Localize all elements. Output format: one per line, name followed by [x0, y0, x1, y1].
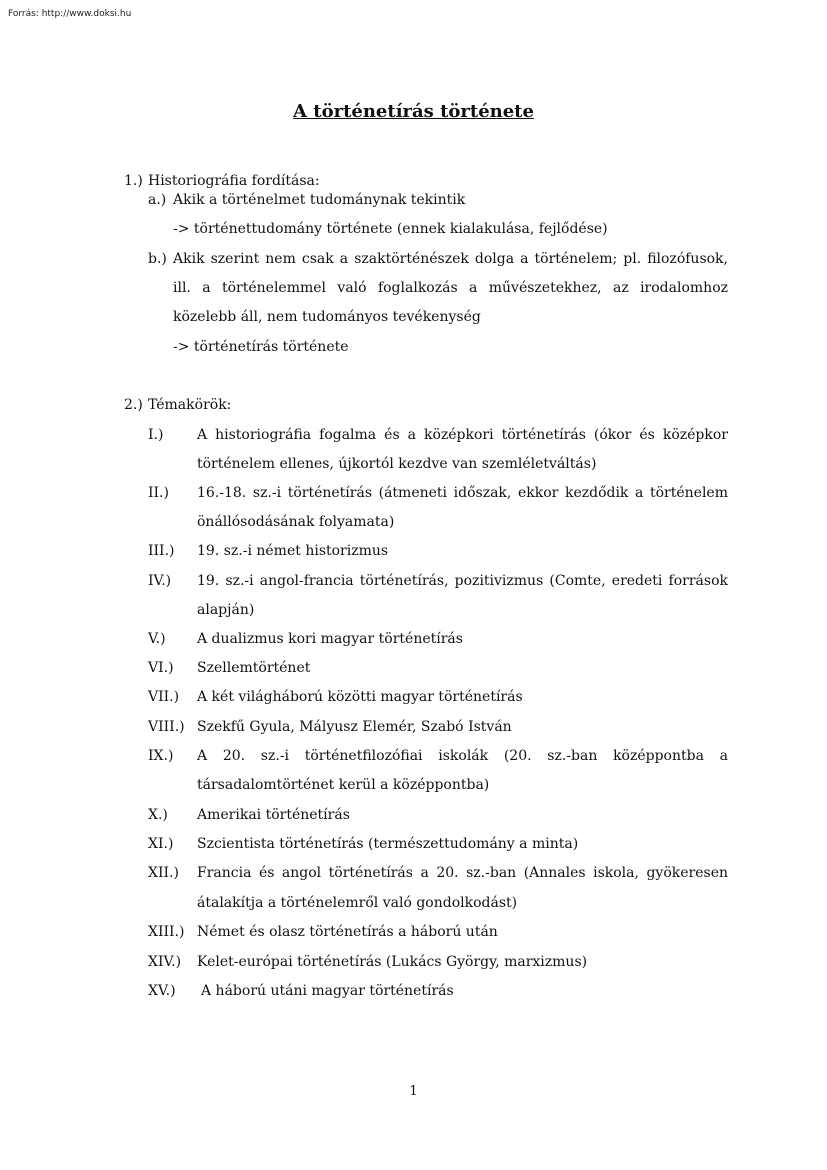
topic-text: Francia és angol történetírás a 20. sz.-ban (Annales iskola, gyökeresen	[197, 865, 728, 881]
page-number: 1	[409, 1084, 418, 1099]
topic-text: A dualizmus kori magyar történetírás	[197, 631, 463, 647]
topic-number: X.)	[148, 807, 168, 823]
item-a-label: a.)	[148, 192, 167, 208]
item-a-text: Akik a történelmet tudománynak tekintik	[173, 192, 466, 208]
topic-text: 16.-18. sz.-i történetírás (átmeneti időszak, ekkor kezdődik a történelem	[197, 485, 728, 501]
section-1-number: 1.)	[124, 173, 143, 189]
section-2-number: 2.)	[124, 397, 143, 413]
topic-text: Szekfű Gyula, Mályusz Elemér, Szabó István	[197, 719, 512, 735]
topic-number: VII.)	[148, 689, 180, 705]
topic-text: A háború utáni magyar történetírás	[201, 983, 454, 999]
item-a-arrow: -> történettudomány története (ennek kialakulása, fejlődése)	[173, 221, 608, 237]
topic-text: A két világháború közötti magyar történetírás	[197, 689, 523, 705]
topic-text-continued: önállósodásának folyamata)	[197, 514, 395, 530]
topic-text-continued: társadalomtörténet kerül a középpontba)	[197, 777, 490, 793]
topic-text-continued: átalakítja a történelemről való gondolkodást)	[197, 895, 518, 911]
item-b-line-1: Akik szerint nem csak a szaktörténészek dolga a történelem; pl. filozófusok,	[173, 251, 728, 267]
topic-text: Német és olasz történetírás a háború után	[197, 924, 498, 940]
topic-number: V.)	[148, 631, 166, 647]
section-1-heading: Historiográfia fordítása:	[148, 173, 320, 189]
topic-number: II.)	[148, 485, 169, 501]
topic-text: A 20. sz.-i történetfilozófiai iskolák (20. sz.-ban középpontba a	[197, 748, 728, 764]
item-b-label: b.)	[148, 251, 167, 267]
topic-number: XI.)	[148, 836, 174, 852]
topic-number: IX.)	[148, 748, 174, 764]
topic-number: XIII.)	[148, 924, 185, 940]
topic-number: VIII.)	[148, 719, 185, 735]
item-b-line-3: közelebb áll, nem tudományos tevékenység	[173, 309, 481, 325]
topic-number: XIV.)	[148, 954, 182, 970]
page-title: A történetírás története	[293, 101, 534, 122]
topic-text: Szcientista történetírás (természettudomány a minta)	[197, 836, 579, 852]
topic-text-continued: történelem ellenes, újkortól kezdve van szemléletváltás)	[197, 456, 597, 472]
topic-text: A historiográfia fogalma és a középkori történetírás (ókor és középkor	[197, 427, 728, 443]
topic-text: Szellemtörténet	[197, 660, 311, 676]
topic-number: III.)	[148, 543, 175, 559]
item-b-arrow: -> történetírás története	[173, 339, 349, 355]
section-2-heading: Témakörök:	[148, 397, 232, 413]
topic-text: Amerikai történetírás	[197, 807, 350, 823]
topic-number: XII.)	[148, 865, 179, 881]
topic-text: 19. sz.-i német historizmus	[197, 543, 389, 559]
topic-number: I.)	[148, 427, 164, 443]
topic-text: 19. sz.-i angol-francia történetírás, pozitivizmus (Comte, eredeti források	[197, 573, 728, 589]
topic-number: VI.)	[148, 660, 174, 676]
topic-number: IV.)	[148, 573, 172, 589]
topic-text: Kelet-európai történetírás (Lukács György, marxizmus)	[197, 954, 588, 970]
topic-number: XV.)	[148, 983, 176, 999]
source-watermark: Forrás: http://www.doksi.hu	[8, 9, 132, 19]
topic-text-continued: alapján)	[197, 602, 255, 618]
item-b-line-2: ill. a történelemmel való foglalkozás a művészetekhez, az irodalomhoz	[173, 280, 728, 296]
